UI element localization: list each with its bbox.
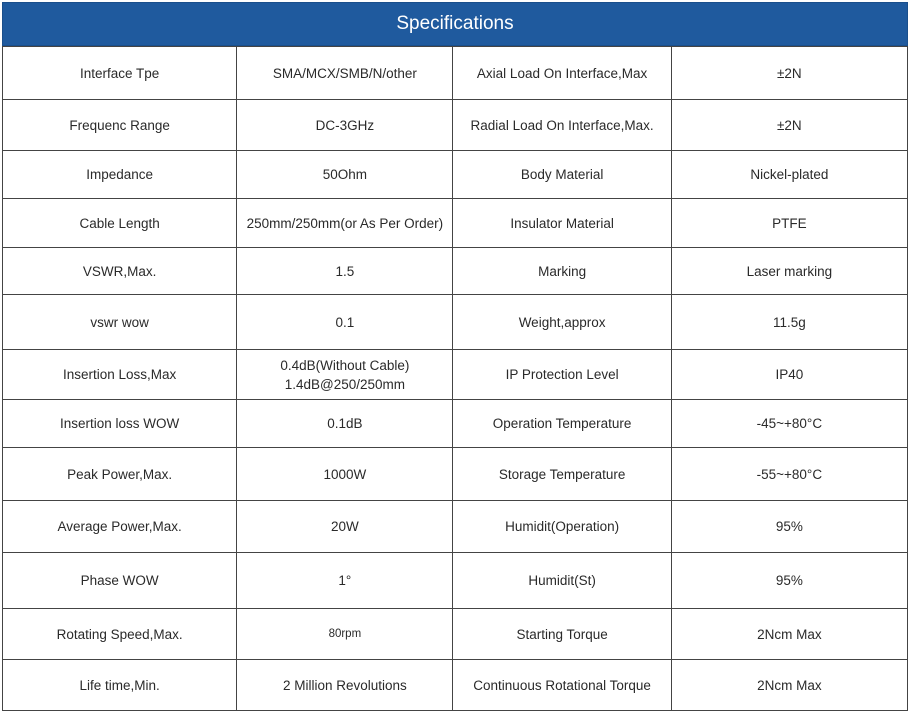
table-row: [3, 248, 908, 295]
spec-label: Radial Load On Interface,Max.: [453, 100, 671, 151]
spec-value: 1000W: [237, 448, 453, 501]
table-row: [3, 100, 908, 151]
spec-label: Life time,Min.: [3, 660, 237, 711]
table-row: [3, 609, 908, 660]
spec-label: vswr wow: [3, 295, 237, 350]
spec-value: 2Ncm Max: [671, 609, 907, 660]
spec-label: Marking: [453, 248, 671, 295]
spec-value: 0.1: [237, 295, 453, 350]
spec-label: Phase WOW: [3, 553, 237, 609]
spec-label: Cable Length: [3, 199, 237, 248]
spec-value: 1°: [237, 553, 453, 609]
spec-label: Insulator Material: [453, 199, 671, 248]
spec-value: 2Ncm Max: [671, 660, 907, 711]
spec-label: VSWR,Max.: [3, 248, 237, 295]
spec-label: Impedance: [3, 151, 237, 199]
spec-value: SMA/MCX/SMB/N/other: [237, 47, 453, 100]
spec-label: Frequenc Range: [3, 100, 237, 151]
spec-value: DC-3GHz: [237, 100, 453, 151]
spec-value: Nickel-plated: [671, 151, 907, 199]
spec-label: Axial Load On Interface,Max: [453, 47, 671, 100]
spec-value: 11.5g: [671, 295, 907, 350]
spec-label: Humidit(Operation): [453, 501, 671, 553]
spec-value: Laser marking: [671, 248, 907, 295]
specifications-title: Specifications: [2, 2, 908, 46]
spec-value: -45~+80°C: [671, 400, 907, 448]
spec-value-line: 0.4dB(Without Cable): [280, 357, 410, 373]
table-row: [3, 501, 908, 553]
spec-label: Rotating Speed,Max.: [3, 609, 237, 660]
spec-value: PTFE: [671, 199, 907, 248]
spec-value: 1.5: [237, 248, 453, 295]
spec-value: ±2N: [671, 100, 907, 151]
table-row: [3, 553, 908, 609]
spec-label: Insertion Loss,Max: [3, 350, 237, 400]
spec-value: 95%: [671, 553, 907, 609]
spec-value: [237, 350, 453, 400]
spec-value: 50Ohm: [237, 151, 453, 199]
spec-value: ±2N: [671, 47, 907, 100]
spec-label: Peak Power,Max.: [3, 448, 237, 501]
table-row: [3, 660, 908, 711]
spec-value: IP40: [671, 350, 907, 400]
table-row: [3, 199, 908, 248]
table-row: [3, 295, 908, 350]
spec-label: Starting Torque: [453, 609, 671, 660]
spec-label: Storage Temperature: [453, 448, 671, 501]
spec-value-line: 1.4dB@250/250mm: [284, 376, 405, 392]
spec-label: Weight,approx: [453, 295, 671, 350]
spec-label: Operation Temperature: [453, 400, 671, 448]
table-row: [3, 151, 908, 199]
spec-value: 95%: [671, 501, 907, 553]
specifications-table: [2, 46, 908, 711]
spec-label: IP Protection Level: [453, 350, 671, 400]
table-row: [3, 400, 908, 448]
spec-label: Interface Tpe: [3, 47, 237, 100]
spec-label: Body Material: [453, 151, 671, 199]
spec-value: 250mm/250mm(or As Per Order): [237, 199, 453, 248]
spec-value: -55~+80°C: [671, 448, 907, 501]
table-row: [3, 350, 908, 400]
spec-value: 80rpm: [237, 609, 453, 660]
spec-label: Insertion loss WOW: [3, 400, 237, 448]
spec-value: 2 Million Revolutions: [237, 660, 453, 711]
specifications-panel: [2, 2, 908, 711]
table-row: [3, 448, 908, 501]
spec-value: 0.1dB: [237, 400, 453, 448]
spec-label: Average Power,Max.: [3, 501, 237, 553]
spec-value: 20W: [237, 501, 453, 553]
table-row: [3, 47, 908, 100]
spec-label: Continuous Rotational Torque: [453, 660, 671, 711]
spec-label: Humidit(St): [453, 553, 671, 609]
